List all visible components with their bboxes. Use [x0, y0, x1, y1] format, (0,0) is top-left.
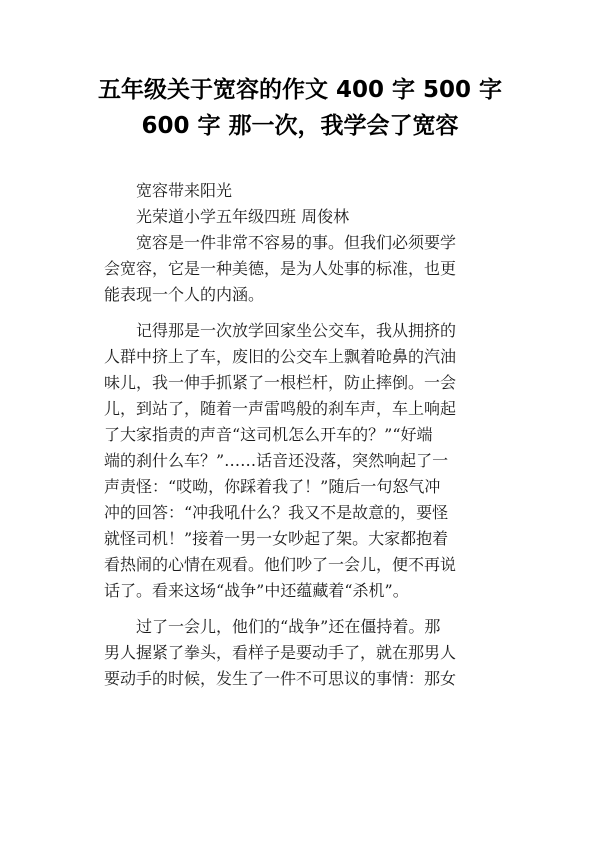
paragraph-line: 记得那是一次放学回家坐公交车，我从拥挤的: [136, 321, 457, 340]
paragraph-line: 话了。看来这场“战争”中还蕴藏着“杀机”。: [104, 581, 409, 600]
title-line-1: 五年级关于宽容的作文 400 字 500 字: [97, 77, 503, 103]
paragraph-line: 宽容是一件非常不容易的事。但我们必须要学: [136, 233, 457, 252]
paragraph-line: 能表现一个人的内涵。: [104, 285, 265, 304]
paragraph-line: 过了一会儿，他们的“战争”还在僵持着。那: [136, 617, 441, 636]
paragraph-line: 要动手的时候，发生了一件不可思议的事情：那女: [104, 669, 457, 688]
paragraph-1: [104, 230, 500, 308]
paragraph-line: 看热闹的心情在观看。他们吵了一会儿，便不再说: [104, 555, 457, 574]
essay-byline: 光荣道小学五年级四班 周俊林: [136, 207, 350, 226]
paragraph-line: 味儿，我一伸手抓紧了一根栏杆，防止摔倒。一会: [104, 373, 457, 392]
paragraph-line: 端的刹什么车？”……话音还没落，突然响起了一: [104, 451, 449, 470]
document-title: [80, 72, 520, 144]
document-body: [104, 178, 500, 692]
essay-heading: 宽容带来阳光: [136, 181, 233, 200]
paragraph-line: 就怪司机！”接着一男一女吵起了架。大家都抱着: [104, 529, 449, 548]
paragraph-line: 儿，到站了，随着一声雷鸣般的刹车声，车上响起: [104, 399, 457, 418]
paragraph-2: [104, 318, 500, 604]
title-line-2: 600 字 那一次，我学会了宽容: [141, 113, 459, 139]
paragraph-line: 会宽容，它是一种美德，是为人处事的标准，也更: [104, 259, 457, 278]
paragraph-line: 声责怪：“哎呦，你踩着我了！”随后一句怒气冲: [104, 477, 441, 496]
paragraph-line: 了大家指责的声音“这司机怎么开车的？”“好端: [104, 425, 433, 444]
paragraph-line: 冲的回答：“冲我吼什么？我又不是故意的，要怪: [104, 503, 449, 522]
paragraph-line: 男人握紧了拳头，看样子是要动手了，就在那男人: [104, 643, 457, 662]
paragraph-line: 人群中挤上了车，废旧的公交车上飘着呛鼻的汽油: [104, 347, 457, 366]
paragraph-3: [104, 614, 500, 692]
